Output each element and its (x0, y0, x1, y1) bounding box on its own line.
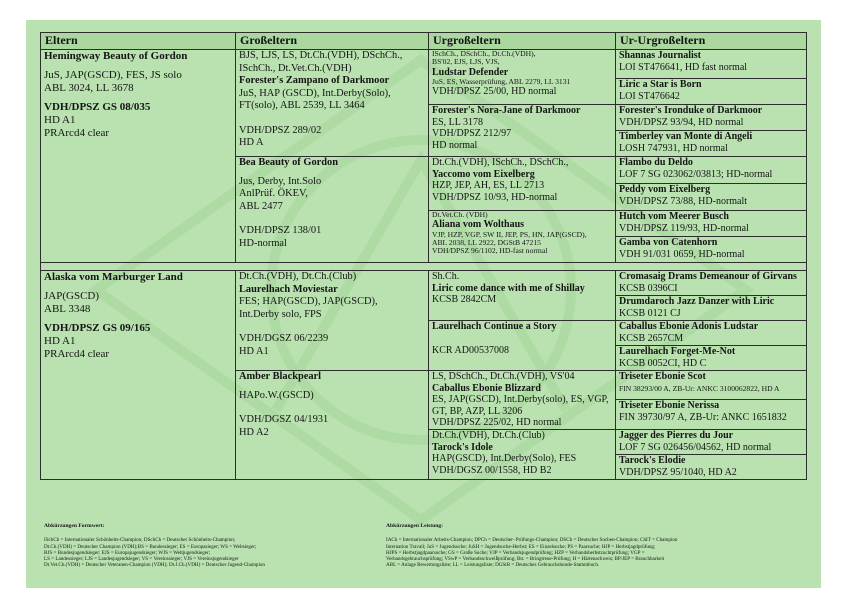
dog-name: Hemingway Beauty of Gordon (44, 50, 188, 62)
registration: VDH/DGSZ 04/1931 (239, 414, 329, 425)
dog-name: Caballus Ebonie Adonis Ludstar (619, 321, 759, 332)
dog-title: VDH/DGSZ 00/1558, HD B2 (432, 464, 552, 476)
header-eltern: Eltern (41, 33, 236, 50)
registration: HD A1 (239, 345, 269, 357)
dam-great-great-grandparent-cell (616, 346, 807, 371)
registration: LOF 7 SG 023062/03813; HD-normal (619, 169, 773, 180)
dog-name: Bea Beauty of Gordon (239, 157, 339, 168)
dog-title: HZP, JEP, AH, ES, LL 2713 (432, 180, 545, 192)
dog-name: Ludstar Defender (432, 66, 509, 78)
dog-title: ES, LL 3178 (432, 116, 484, 128)
dog-title: Int.Derby solo, FPS (239, 308, 322, 320)
spacer (239, 321, 425, 333)
legend-line: HJPS = Herbstjagdpaarsuche; GS = Große Suche; VJP = Verbandsjugendprüfung; HZP = Verbandsherbstzuchtprüfung; VGP = (386, 549, 645, 556)
dog-name: Laurelhach Forget-Me-Not (619, 346, 736, 357)
registration: KCSB 0121 CJ (619, 308, 681, 319)
spacer (239, 213, 425, 225)
registration: LOI ST476642 (619, 91, 680, 102)
sire-great-great-grandparent-cell (616, 105, 807, 131)
registration: VDH/DPSZ 10/93, HD-normal (432, 191, 558, 203)
registration: HD A (239, 137, 264, 148)
sire-great-great-grandparent-cell (616, 237, 807, 263)
legend-line: Dt.Ch.(VDH) = Deutscher Champion (VDH);BS = Bundessieger; ES = Europasieger; WS = Weltsieger; (44, 543, 257, 550)
dam-grandparent-cell (236, 371, 429, 480)
registration: HD-normal (239, 237, 287, 249)
dog-name: Laurelhach Moviestar (239, 283, 338, 295)
dog-name: Forester's Zampano of Darkmoor (239, 75, 390, 86)
sire-row (41, 50, 807, 79)
sire-great-great-grandparent-cell (616, 157, 807, 184)
dog-name: Peddy vom Eixelberg (619, 184, 711, 195)
registration: VDH/DPSZ 93/94, HD normal (619, 117, 744, 128)
dam-great-great-grandparent-cell (616, 429, 807, 454)
registration: VDH/DPSZ 138/01 (239, 225, 322, 236)
sire-grandparent-cell (236, 50, 429, 157)
dog-title: Jus, Derby, Int.Solo (239, 175, 322, 187)
registration: VDH/DPSZ 25/00, HD normal (432, 86, 557, 98)
sire-parent-cell (41, 50, 236, 263)
dog-title: KCR AD00537008 (432, 344, 509, 356)
dam-great-great-grandparent-cell (616, 271, 807, 296)
dog-name: Laurelhach Continue a Story (432, 321, 557, 332)
sire-great-great-grandparent-cell (616, 50, 807, 79)
dog-title: GT, BP, AZP, LL 3206 (432, 405, 523, 417)
dog-title: FT(solo), ABL 2539, LL 3464 (239, 100, 365, 111)
legend-line: Dt.Vet.Ch.(VDH) = Deutscher Veteranen-Champion (VDH); Dt.J.Ch.(VDH) = Deutscher Jugend-Champion (44, 562, 265, 569)
dog-title: JuS, JAP(GSCD), FES, JS solo (44, 69, 182, 81)
dog-name: Tarock's Idole (432, 441, 493, 453)
dog-title: Sh.Ch. (432, 271, 460, 282)
pedigree-body (41, 50, 807, 480)
registration: VDH/DPSZ 95/1040, HD A2 (619, 466, 737, 478)
sire-great-great-grandparent-cell (616, 79, 807, 105)
dog-title: VDH/DPSZ 96/1102, HD-fast normal (432, 246, 548, 256)
registration: VDH/DPSZ GS 09/165 (44, 322, 151, 334)
dog-name: Hutch vom Meerer Busch (619, 211, 729, 222)
dog-name: Amber Blackpearl (239, 371, 322, 382)
dog-name: Aliana vom Wolthaus (432, 219, 525, 231)
dog-name: Liric a Star is Born (619, 79, 702, 90)
spacer (239, 113, 425, 125)
registration: LOSH 747931, HD normal (619, 143, 728, 154)
dog-title: HAP(GSCD), Int.Derby(Solo), FES (432, 453, 577, 465)
dam-grandparent-cell (236, 271, 429, 371)
sire-great-grandparent-cell (429, 157, 616, 211)
header-ur-urgrosseltern: Ur-Urgroßeltern (616, 33, 807, 50)
dog-name: Triseter Ebonie Nerissa (619, 400, 720, 412)
dog-title: VJP, HZP, VGP, SW II, JEP, PS, HN, JAP(GSCD), (432, 229, 587, 239)
dam-great-great-grandparent-cell (616, 371, 807, 400)
legend-leistung (386, 523, 677, 569)
dam-great-great-grandparent-cell (616, 321, 807, 346)
dog-title: LS, DSchCh., Dt.Ch.(VDH), VS'04 (432, 371, 575, 382)
legend-formwert (44, 523, 265, 569)
dog-title: JuS, HAP (GSCD), Int.Derby(Solo), (239, 87, 391, 99)
dog-name: Shannas Journalist (619, 50, 701, 61)
registration: VDH/DPSZ 73/88, HD-normalt (619, 196, 748, 207)
dog-name: Liric come dance with me of Shillay (432, 282, 585, 294)
legend-title: Abkürzungen Leistung: (386, 523, 444, 529)
legend-title: Abkürzungen Formwert: (44, 523, 105, 529)
header-grosseltern: Großeltern (236, 33, 429, 50)
health-info: PRArcd4 clear (44, 127, 110, 139)
registration: HD normal (432, 139, 478, 151)
dog-title: ES, JAP(GSCD), Int.Derby(solo), ES, VGP, (432, 394, 609, 406)
legend-line: IACh = Internationaler Arbeits-Champion; DPCh = Deutscher- Prüfungs-Champion; DSCh = Deutscher Suchen-Champion; ChIT = Champion (386, 537, 678, 544)
dog-name: Alaska vom Marburger Land (44, 271, 183, 283)
dog-title: ABL 3348 (44, 303, 91, 315)
dog-name: Tarock's Elodie (619, 454, 686, 466)
dog-name: Caballus Ebonie Blizzard (432, 382, 541, 394)
registration: KCSB 2657CM (619, 333, 684, 344)
health-info: HD A1 (44, 335, 76, 347)
dog-title: Dt.Vet.Ch. (VDH) (432, 210, 488, 219)
dog-title: HAPo.W.(GSCD) (239, 389, 314, 401)
dog-title: ABL 3024, LL 3678 (44, 82, 134, 94)
dam-great-grandparent-cell (429, 429, 616, 479)
dog-name: Forester's Ironduke of Darkmoor (619, 105, 763, 116)
registration: HD A2 (239, 426, 269, 438)
registration: VDH/DGSZ 06/2239 (239, 333, 329, 344)
dam-great-grandparent-cell (429, 371, 616, 430)
legend-line: LS = Landessieger; LJS = Landesjugendsieger; VS = Vereinssieger; VJS = Vereinsjugendsieger (44, 556, 239, 563)
dam-great-great-grandparent-cell (616, 400, 807, 429)
dog-name: Timberley van Monte di Angeli (619, 131, 753, 142)
dog-name: Triseter Ebonie Scot (619, 371, 706, 382)
registration: FIN 39730/97 A, ZB-Ur: ANKC 1651832 (619, 412, 787, 424)
dam-great-grandparent-cell (429, 271, 616, 321)
dam-great-great-grandparent-cell (616, 296, 807, 321)
dog-name: Jagger des Pierres du Jour (619, 429, 734, 441)
sire-great-great-grandparent-cell (616, 184, 807, 211)
registration: LOF 7 SG 026456/04562, HD normal (619, 441, 772, 453)
dog-title: JuS, ES, Wasserprüfung, ABL 2279, LL 3131 (432, 77, 571, 87)
dog-title: Dt.Ch.(VDH), Dt.Ch.(Club) (239, 271, 357, 282)
registration: KCSB 0052CI, HD C (619, 358, 707, 369)
registration: VDH/DPSZ 212/97 (432, 128, 512, 140)
sire-grandparent-cell (236, 157, 429, 263)
dog-title: Dt.Ch.(VDH), Dt.Ch.(Club) (432, 429, 545, 441)
spacer (432, 333, 612, 345)
dog-title: BJS, LJS, LS, Dt.Ch.(VDH), DSchCh., (239, 50, 403, 61)
registration: LOI ST476641, HD fast normal (619, 62, 748, 73)
pedigree-table (40, 32, 807, 480)
registration: VDH/DPSZ GS 08/035 (44, 101, 151, 113)
dam-great-great-grandparent-cell (616, 454, 807, 479)
health-info: PRArcd4 clear (44, 348, 110, 360)
registration: FIN 38293/00 A, ZB-Ur: ANKC 3100062822, HD A (619, 384, 780, 393)
legend-line: Verbandsgebrauchsprüfung; VSwP = Verbandsschweißprüfung; Btr. = Bringtreue-Prüfung; H = Härtenachweis; BP/JEP = Brauchbarkeit (386, 556, 665, 563)
legend-line: Internation Travail; JuS = Jugendsuche; JuSH = Jugendsuche-Herbst; ES = Einzelsuche; PS = Paarsuche; HJP = Herbstjagdprüfung; (386, 543, 656, 550)
registration: VDH/DPSZ 225/02, HD normal (432, 417, 562, 429)
dog-title: ISchCh., Dt.Vet.Ch.(VDH) (239, 62, 352, 74)
dam-parent-cell (41, 271, 236, 480)
sire-great-grandparent-cell (429, 105, 616, 157)
dog-name: Cromasaig Drams Demeanour of Girvans (619, 271, 797, 282)
gap-cell (41, 263, 807, 271)
dam-row (41, 271, 807, 296)
dog-title: Dt.Ch.(VDH), ISchCh., DSchCh., (432, 157, 569, 168)
dog-title: BS'02, EJS, LJS, VJS, (432, 57, 500, 67)
registration: KCSB 0396CI (619, 283, 678, 294)
dog-title: FES; HAP(GSCD), JAP(GSCD), (239, 296, 378, 307)
dog-title: ISchCh., DSchCh., Dt.Ch.(VDH), (432, 49, 536, 58)
dog-title: ABL 2477 (239, 200, 283, 212)
header-row (41, 33, 807, 50)
dog-title: AnlPrüf. ÖKEV, (239, 188, 308, 199)
section-gap (41, 263, 807, 271)
legend-line: ISchCh = Internationaler Schönheits-Champion; DSchCh = Deutscher Schönheits-Champion; (44, 537, 236, 544)
dog-title: KCSB 2842CM (432, 294, 497, 306)
header-urgrosseltern: Urgroßeltern (429, 33, 616, 50)
legend-line: ABL = Anlage Bewertungsliste; LL = Leistungsliste; DGStB = Deutsches Gebrauchshunde-Stammbuch. (386, 562, 600, 569)
dog-name: Flambo du Deldo (619, 157, 693, 168)
dog-name: Drumdaroch Jazz Danzer with Liric (619, 296, 775, 307)
sire-great-grandparent-cell (429, 211, 616, 263)
legend-line: BJS = Bundesjugendsieger; EJS = Europajugendsieger; WJS = Weltjugendsieger; (44, 549, 211, 556)
dog-name: Yaccomo vom Eixelberg (432, 168, 535, 180)
spacer (239, 402, 425, 414)
sire-great-great-grandparent-cell (616, 131, 807, 157)
health-info: HD A1 (44, 114, 76, 126)
pedigree-sheet (26, 20, 821, 588)
dam-great-grandparent-cell (429, 321, 616, 371)
sire-great-great-grandparent-cell (616, 211, 807, 237)
sire-great-grandparent-cell (429, 50, 616, 105)
dog-name: Gamba von Catenhorn (619, 237, 718, 248)
registration: VDH/DPSZ 119/93, HD-normal (619, 223, 749, 234)
dog-title: ABL 2038, LL 2922, DGStB 47215 (432, 238, 541, 248)
dog-name: Forester's Nora-Jane of Darkmoor (432, 105, 581, 116)
registration: VDH/DPSZ 289/02 (239, 124, 322, 136)
dog-title: JAP(GSCD) (44, 290, 100, 302)
registration: VDH 91/031 0659, HD-normal (619, 249, 745, 260)
